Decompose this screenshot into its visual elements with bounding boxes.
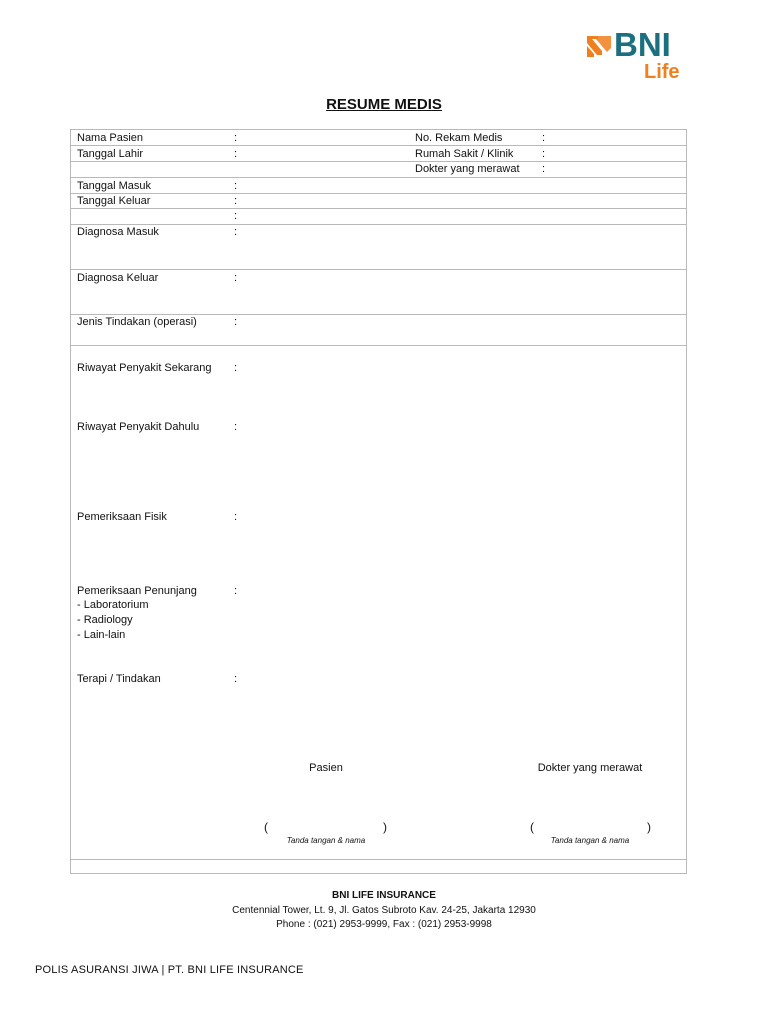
colon: :: [234, 673, 238, 685]
bni-life-logo: [584, 26, 694, 83]
colon: :: [234, 195, 238, 207]
label-jenis-tindakan: Jenis Tindakan (operasi): [77, 316, 197, 328]
label-terapi-tindakan: Terapi / Tindakan: [77, 673, 161, 685]
colon: :: [542, 148, 546, 160]
footer-phone-fax: Phone : (021) 2953-9999, Fax : (021) 2953-9998: [276, 919, 492, 930]
colon: :: [234, 585, 238, 597]
doctor-signature-close-paren: ): [647, 820, 651, 834]
patient-signature-note: Tanda tangan & nama: [286, 836, 366, 845]
row-divider: [70, 177, 687, 178]
row-divider: [70, 208, 687, 209]
row-divider: [70, 314, 687, 315]
label-radiology: - Radiology: [77, 614, 133, 626]
colon: :: [234, 132, 238, 144]
label-tanggal-masuk: Tanggal Masuk: [77, 180, 151, 192]
colon: :: [542, 132, 546, 144]
colon: :: [234, 362, 238, 374]
colon: :: [234, 180, 238, 192]
signature-patient-label: Pasien: [309, 762, 343, 774]
row-divider: [70, 161, 687, 162]
colon: :: [542, 163, 546, 175]
row-divider: [70, 269, 687, 270]
doctor-signature-note: Tanda tangan & nama: [550, 836, 630, 845]
label-nama-pasien: Nama Pasien: [77, 132, 144, 144]
row-divider: [70, 193, 687, 194]
label-no-rekam-medis: No. Rekam Medis: [415, 132, 503, 144]
label-riwayat-sekarang: Riwayat Penyakit Sekarang: [77, 362, 212, 374]
patient-signature-close-paren: ): [383, 820, 387, 834]
label-tanggal-lahir: Tanggal Lahir: [77, 148, 144, 160]
label-riwayat-dahulu: Riwayat Penyakit Dahulu: [77, 421, 200, 433]
colon: :: [234, 316, 238, 328]
footer-company-name: BNI LIFE INSURANCE: [332, 890, 436, 901]
label-diagnosa-keluar: Diagnosa Keluar: [77, 272, 159, 284]
label-laboratorium: - Laboratorium: [77, 599, 149, 611]
document-title: RESUME MEDIS: [326, 96, 442, 113]
colon: :: [234, 421, 238, 433]
label-lain-lain: - Lain-lain: [77, 629, 126, 641]
patient-signature-open-paren: (: [264, 820, 268, 834]
signature-doctor-label: Dokter yang merawat: [537, 762, 643, 774]
footer-address: Centennial Tower, Lt. 9, Jl. Gatos Subroto Kav. 24-25, Jakarta 12930: [232, 905, 536, 916]
row-divider: [70, 859, 687, 860]
label-pemeriksaan-penunjang: Pemeriksaan Penunjang: [77, 585, 197, 597]
colon: :: [234, 210, 238, 222]
label-pemeriksaan-fisik: Pemeriksaan Fisik: [77, 511, 167, 523]
colon: :: [234, 148, 238, 160]
logo-life-text: Life: [644, 61, 680, 83]
policy-footer: POLIS ASURANSI JIWA | PT. BNI LIFE INSURANCE: [35, 964, 304, 976]
colon: :: [234, 226, 238, 238]
row-divider: [70, 345, 687, 346]
label-diagnosa-masuk: Diagnosa Masuk: [77, 226, 159, 238]
logo-bni-text: BNI: [614, 26, 671, 63]
label-dokter-yang-merawat: Dokter yang merawat: [415, 163, 520, 175]
doctor-signature-open-paren: (: [530, 820, 534, 834]
row-divider: [70, 224, 687, 225]
row-divider: [70, 145, 687, 146]
label-rumah-sakit-klinik: Rumah Sakit / Klinik: [415, 148, 514, 160]
label-tanggal-keluar: Tanggal Keluar: [77, 195, 151, 207]
bni-logo-mark-icon: [584, 30, 614, 60]
colon: :: [234, 511, 238, 523]
colon: :: [234, 272, 238, 284]
